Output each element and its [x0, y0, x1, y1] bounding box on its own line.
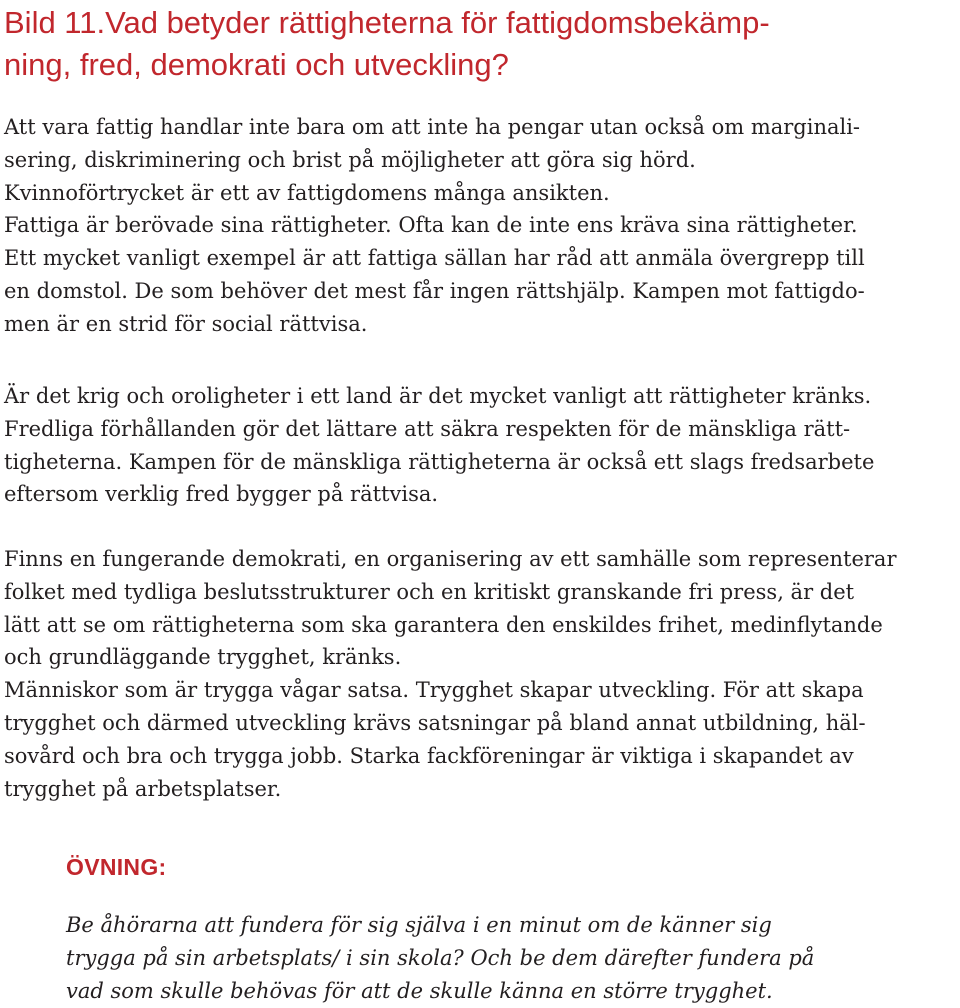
- title-line: Bild 11.Vad betyder rättigheterna för fattigdomsbekämp-: [4, 5, 770, 40]
- text-line: sovård och bra och trygga jobb. Starka fackföreningar är viktiga i skapandet av: [4, 743, 854, 768]
- text-line: tigheterna. Kampen för de mänskliga rättigheterna är också ett slags fredsarbete: [4, 449, 875, 474]
- text-line: Finns en fungerande demokrati, en organisering av ett samhälle som representerar: [4, 547, 897, 571]
- text-line: Kvinnoförtrycket är ett av fattigdomens många ansikten.: [4, 180, 610, 205]
- text-line: Är det krig och oroligheter i ett land är det mycket vanligt att rättigheter kränks.: [4, 384, 872, 408]
- text-line: Att vara fattig handlar inte bara om att inte ha pengar utan också om marginali-: [4, 115, 861, 139]
- text-line: Människor som är trygga vågar satsa. Trygghet skapar utveckling. För att skapa: [4, 678, 864, 703]
- text-line: Ett mycket vanligt exempel är att fattiga sällan har råd att anmäla övergrepp till: [4, 246, 865, 271]
- text-line: folket med tydliga beslutsstrukturer och en kritiskt granskande fri press, är det: [4, 579, 855, 604]
- text-line: eftersom verklig fred bygger på rättvisa.: [4, 482, 439, 507]
- exercise-line: Be åhörarna att fundera för sig själva i en minut om de känner sig: [66, 913, 772, 937]
- text-line: lätt att se om rättigheterna som ska garantera den enskildes frihet, medinflytande: [4, 612, 883, 637]
- text-line: men är en strid för social rättvisa.: [4, 311, 368, 336]
- text-line: sering, diskriminering och brist på möjligheter att göra sig hörd.: [4, 147, 696, 172]
- text-line: en domstol. De som behöver det mest får ingen rättshjälp. Kampen mot fattigdo-: [4, 278, 865, 303]
- paragraph-democracy: [4, 543, 956, 805]
- exercise-line: vad som skulle behövas för att de skulle känna en större trygghet.: [66, 979, 773, 1003]
- paragraph-poverty: [4, 111, 956, 341]
- title-line: ning, fred, demokrati och utveckling?: [4, 47, 509, 82]
- exercise-heading: ÖVNING:: [66, 854, 167, 880]
- text-line: trygghet på arbetsplatser.: [4, 776, 282, 801]
- exercise-line: trygga på sin arbetsplats/ i sin skola? Och be dem därefter fundera på: [66, 946, 815, 970]
- text-line: Fattiga är berövade sina rättigheter. Ofta kan de inte ens kräva sina rättigheter.: [4, 213, 858, 238]
- paragraph-peace: [4, 380, 956, 511]
- text-line: trygghet och därmed utveckling krävs satsningar på bland annat utbildning, häl-: [4, 710, 866, 735]
- text-line: Fredliga förhållanden gör det lättare att säkra respekten för de mänskliga rätt-: [4, 416, 851, 441]
- text-line: och grundläggande trygghet, kränks.: [4, 645, 402, 670]
- page-title: [4, 2, 954, 86]
- exercise-instructions: [66, 909, 956, 1008]
